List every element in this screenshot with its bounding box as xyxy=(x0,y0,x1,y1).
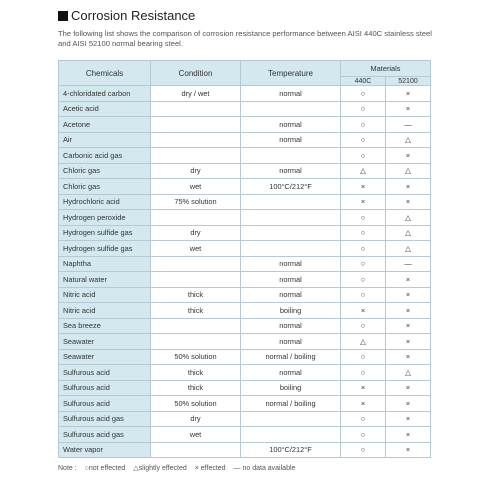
corrosion-table xyxy=(58,60,431,458)
table-row xyxy=(59,194,431,210)
result-440c-cell: ○ xyxy=(341,101,386,117)
chemical-cell: Hydrochloric acid xyxy=(59,194,151,210)
table-row xyxy=(59,442,431,458)
table-row xyxy=(59,148,431,164)
chemical-cell: Hydrogen sulfide gas xyxy=(59,225,151,241)
chemical-cell: Sulfurous acid gas xyxy=(59,427,151,443)
condition-cell xyxy=(151,256,241,272)
page-title xyxy=(58,8,195,23)
result-52100-cell: × xyxy=(386,442,431,458)
result-52100-cell: × xyxy=(386,148,431,164)
table-row xyxy=(59,334,431,350)
result-52100-cell: — xyxy=(386,256,431,272)
temperature-cell: normal / boiling xyxy=(241,396,341,412)
result-440c-cell: △ xyxy=(341,334,386,350)
chemical-cell: Chloric gas xyxy=(59,179,151,195)
result-440c-cell: × xyxy=(341,303,386,319)
chemical-cell: Natural water xyxy=(59,272,151,288)
temperature-cell xyxy=(241,101,341,117)
result-52100-cell: × xyxy=(386,194,431,210)
chemical-cell: Nitric acid xyxy=(59,287,151,303)
table-row xyxy=(59,349,431,365)
temperature-cell xyxy=(241,148,341,164)
condition-cell xyxy=(151,272,241,288)
temperature-cell: normal xyxy=(241,287,341,303)
temperature-cell: normal xyxy=(241,117,341,133)
header-temperature: Temperature xyxy=(241,61,341,86)
chemical-cell: Sea breeze xyxy=(59,318,151,334)
condition-cell: dry xyxy=(151,163,241,179)
condition-cell: wet xyxy=(151,427,241,443)
condition-cell xyxy=(151,318,241,334)
condition-cell: 50% solution xyxy=(151,396,241,412)
condition-cell xyxy=(151,132,241,148)
legend-note xyxy=(58,464,301,472)
note-label: Note : xyxy=(58,465,77,472)
table-row xyxy=(59,365,431,381)
result-440c-cell: ○ xyxy=(341,427,386,443)
temperature-cell: normal xyxy=(241,163,341,179)
condition-cell xyxy=(151,148,241,164)
condition-cell xyxy=(151,210,241,226)
table-row xyxy=(59,132,431,148)
condition-cell: wet xyxy=(151,179,241,195)
result-52100-cell: △ xyxy=(386,241,431,257)
chemical-cell: Hydrogen sulfide gas xyxy=(59,241,151,257)
condition-cell: 75% solution xyxy=(151,194,241,210)
temperature-cell: normal xyxy=(241,334,341,350)
table-row xyxy=(59,179,431,195)
condition-cell: dry / wet xyxy=(151,86,241,102)
table-row xyxy=(59,287,431,303)
title-text: Corrosion Resistance xyxy=(71,8,196,23)
chemical-cell: Nitric acid xyxy=(59,303,151,319)
table-row xyxy=(59,241,431,257)
temperature-cell xyxy=(241,225,341,241)
chemical-cell: Sulfurous acid xyxy=(59,380,151,396)
header-440c: 440C xyxy=(341,77,386,86)
result-52100-cell: × xyxy=(386,349,431,365)
table-row xyxy=(59,117,431,133)
chemical-cell: Air xyxy=(59,132,151,148)
result-52100-cell: × xyxy=(386,411,431,427)
result-52100-cell: × xyxy=(386,396,431,412)
table-row xyxy=(59,163,431,179)
temperature-cell xyxy=(241,241,341,257)
result-52100-cell: × xyxy=(386,287,431,303)
result-440c-cell: × xyxy=(341,380,386,396)
result-52100-cell: × xyxy=(386,86,431,102)
chemical-cell: Sulfurous acid xyxy=(59,365,151,381)
temperature-cell xyxy=(241,210,341,226)
chemical-cell: Hydrogen peroxide xyxy=(59,210,151,226)
result-52100-cell: × xyxy=(386,318,431,334)
chemical-cell: 4-chloridated carbon xyxy=(59,86,151,102)
table-row xyxy=(59,380,431,396)
condition-cell: dry xyxy=(151,411,241,427)
temperature-cell: normal xyxy=(241,318,341,334)
temperature-cell: normal xyxy=(241,256,341,272)
result-52100-cell: △ xyxy=(386,163,431,179)
chemical-cell: Water vapor xyxy=(59,442,151,458)
temperature-cell: normal xyxy=(241,365,341,381)
chemical-cell: Chloric gas xyxy=(59,163,151,179)
table-row xyxy=(59,411,431,427)
result-440c-cell: × xyxy=(341,194,386,210)
header-materials: Materials xyxy=(341,61,431,77)
table-row xyxy=(59,225,431,241)
condition-cell: thick xyxy=(151,303,241,319)
temperature-cell xyxy=(241,427,341,443)
temperature-cell: normal xyxy=(241,86,341,102)
result-52100-cell: — xyxy=(386,117,431,133)
result-440c-cell: ○ xyxy=(341,365,386,381)
chemical-cell: Sulfurous acid xyxy=(59,396,151,412)
temperature-cell xyxy=(241,411,341,427)
result-52100-cell: △ xyxy=(386,132,431,148)
result-52100-cell: △ xyxy=(386,365,431,381)
chemical-cell: Acetone xyxy=(59,117,151,133)
result-440c-cell: ○ xyxy=(341,442,386,458)
condition-cell: thick xyxy=(151,365,241,381)
result-440c-cell: ○ xyxy=(341,272,386,288)
temperature-cell xyxy=(241,194,341,210)
result-52100-cell: × xyxy=(386,101,431,117)
result-440c-cell: ○ xyxy=(341,256,386,272)
table-row xyxy=(59,101,431,117)
table-row xyxy=(59,256,431,272)
header-condition: Condition xyxy=(151,61,241,86)
result-440c-cell: ○ xyxy=(341,117,386,133)
result-52100-cell: × xyxy=(386,427,431,443)
temperature-cell: normal / boiling xyxy=(241,349,341,365)
result-52100-cell: △ xyxy=(386,225,431,241)
chemical-cell: Sulfurous acid gas xyxy=(59,411,151,427)
header-chemicals: Chemicals xyxy=(59,61,151,86)
description: The following list shows the comparison of corrosion resistance performance between AISI 440C stainless steel and AISI 52100 normal bearing steel. xyxy=(58,29,432,48)
condition-cell xyxy=(151,101,241,117)
condition-cell: dry xyxy=(151,225,241,241)
title-square-icon xyxy=(58,11,68,21)
table-row xyxy=(59,210,431,226)
result-440c-cell: ○ xyxy=(341,287,386,303)
result-52100-cell: × xyxy=(386,380,431,396)
table-row xyxy=(59,272,431,288)
result-440c-cell: ○ xyxy=(341,225,386,241)
result-440c-cell: ○ xyxy=(341,86,386,102)
result-52100-cell: × xyxy=(386,303,431,319)
table-row xyxy=(59,86,431,102)
result-440c-cell: ○ xyxy=(341,148,386,164)
temperature-cell: normal xyxy=(241,132,341,148)
temperature-cell: 100°C/212°F xyxy=(241,442,341,458)
condition-cell xyxy=(151,442,241,458)
chemical-cell: Seawater xyxy=(59,349,151,365)
condition-cell xyxy=(151,117,241,133)
temperature-cell: boiling xyxy=(241,380,341,396)
chemical-cell: Seawater xyxy=(59,334,151,350)
condition-cell: thick xyxy=(151,287,241,303)
table-row xyxy=(59,427,431,443)
result-52100-cell: △ xyxy=(386,210,431,226)
condition-cell: thick xyxy=(151,380,241,396)
result-440c-cell: ○ xyxy=(341,318,386,334)
result-440c-cell: ○ xyxy=(341,411,386,427)
chemical-cell: Carbonic acid gas xyxy=(59,148,151,164)
result-52100-cell: × xyxy=(386,334,431,350)
table-row xyxy=(59,396,431,412)
result-440c-cell: × xyxy=(341,179,386,195)
condition-cell: 50% solution xyxy=(151,349,241,365)
chemical-cell: Acetic acid xyxy=(59,101,151,117)
result-52100-cell: × xyxy=(386,179,431,195)
condition-cell: wet xyxy=(151,241,241,257)
note-effected: × effected xyxy=(194,465,226,472)
condition-cell xyxy=(151,334,241,350)
note-not-effected: ○not effected xyxy=(84,465,126,472)
result-440c-cell: ○ xyxy=(341,210,386,226)
table-body xyxy=(59,86,431,458)
result-440c-cell: × xyxy=(341,396,386,412)
note-slightly-effected: △slightly effected xyxy=(133,465,187,472)
temperature-cell: 100°C/212°F xyxy=(241,179,341,195)
result-440c-cell: ○ xyxy=(341,241,386,257)
note-no-data: — no data available xyxy=(233,465,296,472)
result-440c-cell: △ xyxy=(341,163,386,179)
result-440c-cell: ○ xyxy=(341,349,386,365)
result-440c-cell: ○ xyxy=(341,132,386,148)
header-52100: 52100 xyxy=(386,77,431,86)
table-row xyxy=(59,303,431,319)
chemical-cell: Naphtha xyxy=(59,256,151,272)
result-52100-cell: × xyxy=(386,272,431,288)
temperature-cell: boiling xyxy=(241,303,341,319)
table-row xyxy=(59,318,431,334)
temperature-cell: normal xyxy=(241,272,341,288)
